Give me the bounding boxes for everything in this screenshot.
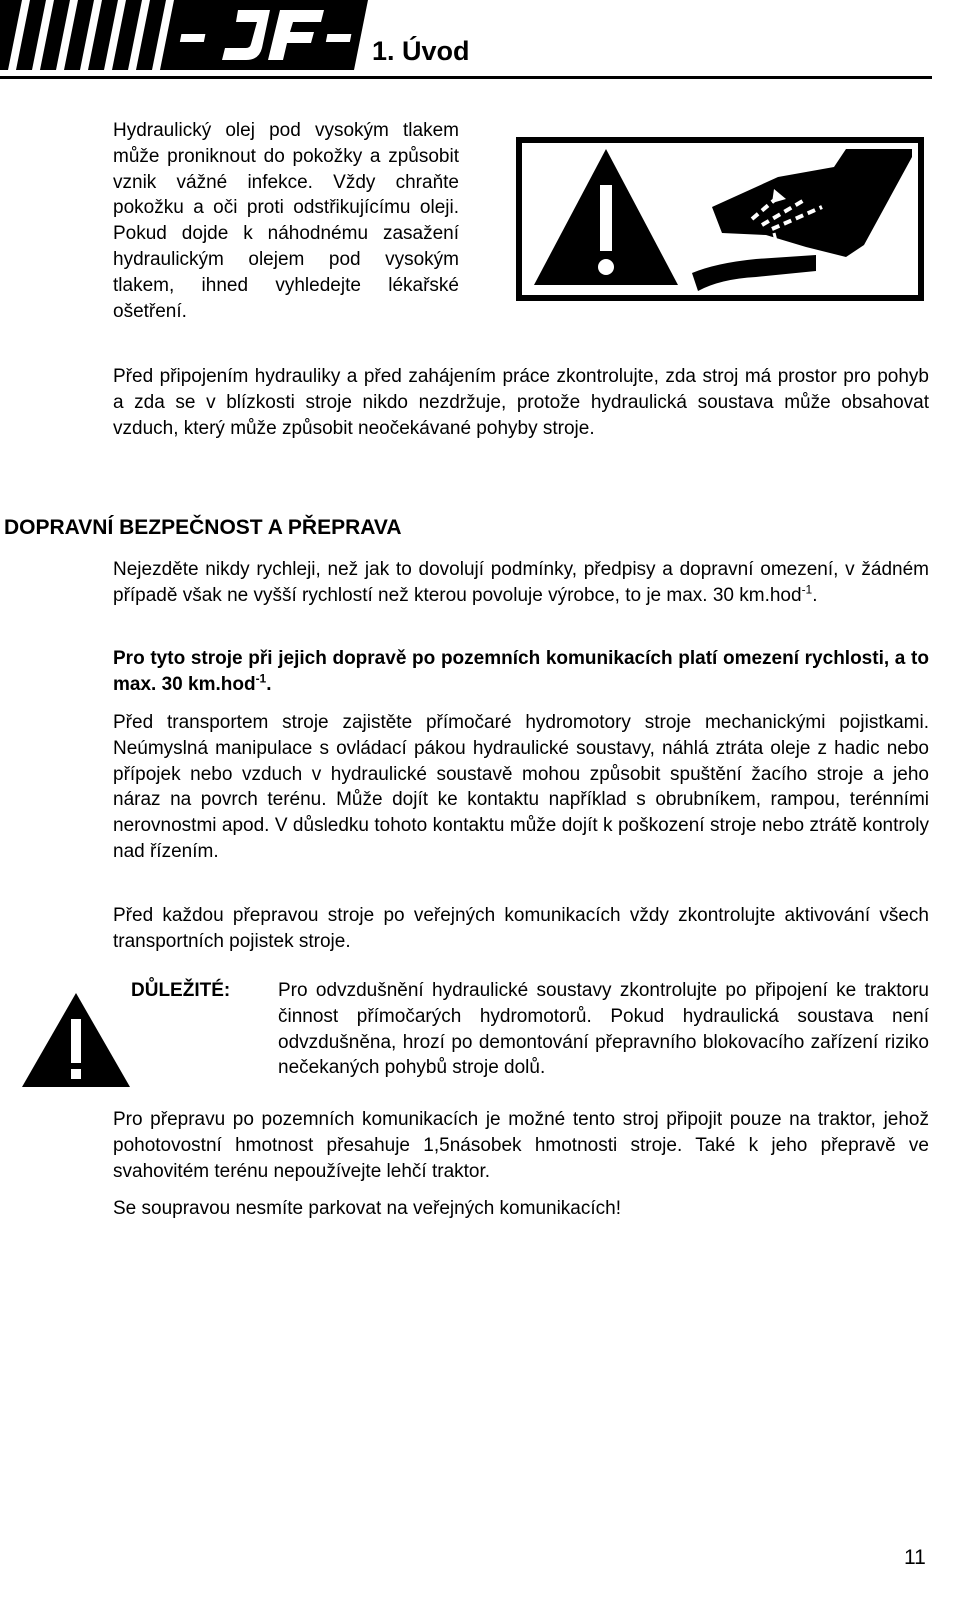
hydraulic-warning-text: Hydraulický olej pod vysokým tlakem může proniknout do pokožky a způsobit vznik vážné infekce. Vždy chraňte pokožku a oči proti odstřikujícímu oleji. Pokud dojde k náhodnému zasažení hydraulickým olejem pod vysokým tlakem, ihned vyhledejte lékařské ošetření. (113, 120, 459, 322)
header-rule (0, 76, 932, 79)
tractor-weight-paragraph: Pro přepravu po pozemních komunikacích je možné tento stroj připojit pouze na traktor, jehož pohotovostní hmotnost přesahuje 1,5násobek hmotnosti stroje. Také k jeho přepravě ve svahovitém terénu nepoužívejte lehčí traktor. (113, 1109, 929, 1182)
important-text: Pro odvzdušnění hydraulické soustavy zkontrolujte po připojení ke traktoru činnost přímočarých hydromotorů. Pokud hydraulická soustava není odvzdušněna, hrozí po demontování přepravního blokovacího zařízení riziko nečekaných pohybů stroje dolů. (278, 980, 929, 1079)
speed-limit-bold-text: Pro tyto stroje při jejich dopravě po pozemních komunikacích platí omezení rychlosti, a to max. 30 km.hod (113, 648, 929, 695)
warning-triangle-icon (20, 991, 132, 1089)
period: . (812, 584, 818, 606)
section-title: 1. Úvod (372, 36, 470, 66)
exponent: -1 (255, 671, 267, 686)
speed-limit-paragraph (113, 557, 929, 609)
speed-limit-text: Nejezděte nikdy rychleji, než jak to dovolují podmínky, předpisy a dopravní omezení, v žádném případě však ne vyšší rychlostí než kterou povoluje výrobce, to je max. 30 km.hod (113, 559, 929, 606)
exponent: -1 (801, 582, 813, 597)
speed-limit-bold-paragraph (113, 646, 929, 698)
hydraulics-check-paragraph: Před připojením hydrauliky a před zahájením práce zkontrolujte, zda stroj má prostor pro pohyb a zda se v blízkosti stroje nikdo nezdržuje, protože hydraulická soustava může obsahovat vzduch, který může způsobit neočekávané pohyby stroje. (113, 366, 929, 439)
secure-cylinders-paragraph: Před transportem stroje zajistěte přímočaré hydromotory stroje mechanickými pojistkami. Neúmyslná manipulace s ovládací pákou hydraulické soustavy, náhlá ztráta oleje z hadic nebo přípojek nebo vzduch v hydraulické soustavě mohou způsobit spuštění žacího stroje a jeho náraz na povrch terénu. Může dojít ke kontaktu například s obrubníkem, rampou, terénními nerovnostmi apod. V důsledku tohoto kontaktu může dojít k poškození stroje nebo ztrátě kontroly nad řízením. (113, 712, 929, 862)
transport-section-heading: DOPRAVNÍ BEZPEČNOST A PŘEPRAVA (4, 516, 402, 539)
no-parking-paragraph: Se soupravou nesmíte parkovat na veřejných komunikacích! (113, 1198, 621, 1219)
transport-locks-paragraph: Před každou přepravou stroje po veřejných komunikacích vždy zkontrolujte aktivování všech transportních pojistek stroje. (113, 905, 929, 952)
page-number: 11 (904, 1546, 926, 1569)
hydraulic-injection-warning-icon (516, 137, 924, 301)
jf-logo (0, 0, 368, 72)
important-label: DŮLEŽITÉ: (131, 980, 231, 1001)
period: . (266, 673, 272, 695)
